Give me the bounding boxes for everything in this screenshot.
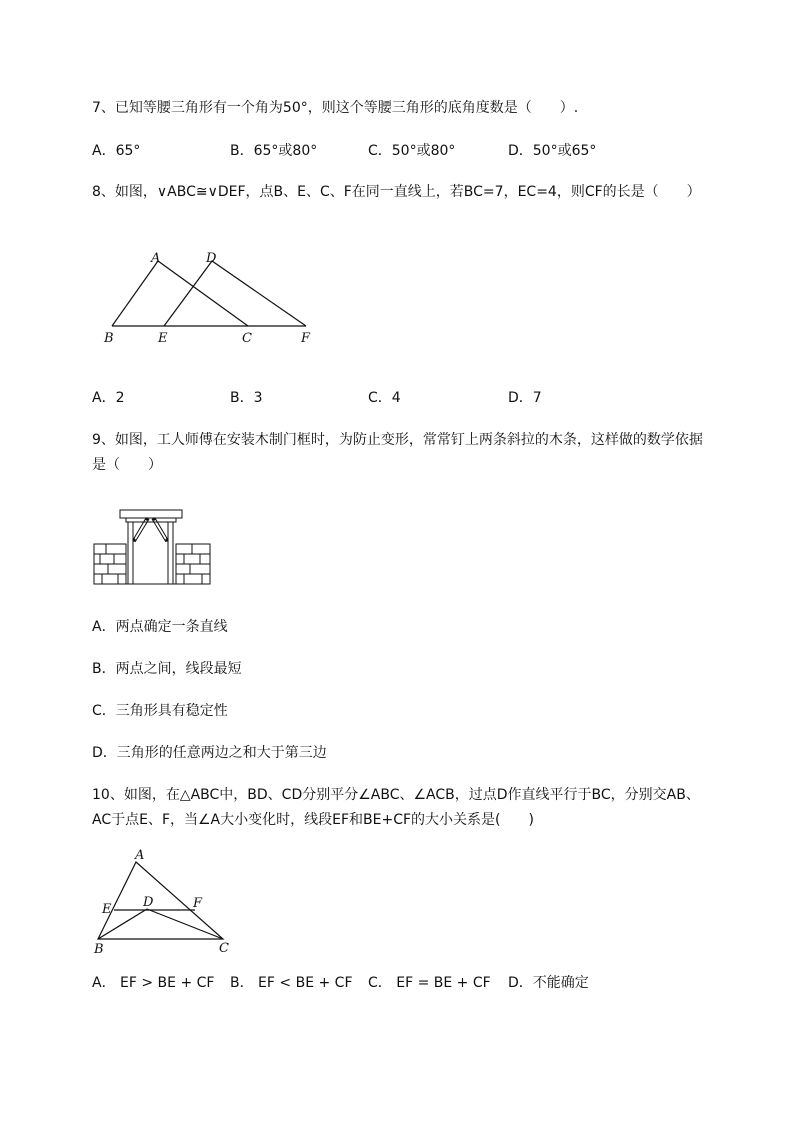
q9-option-a: A．两点确定一条直线 (92, 619, 228, 635)
q7-option-b: B．65°或80° (230, 143, 318, 159)
q10-stem-line2: AC于点E、F，当∠A大小变化时，线段EF和BE+CF的大小关系是( ) (92, 812, 534, 828)
q8-option-c: C．4 (368, 390, 401, 406)
q10-option-d: D．不能确定 (508, 975, 589, 991)
q7-option-a: A．65° (92, 143, 141, 159)
label-b: B (104, 331, 114, 346)
segment-cd (147, 909, 223, 939)
q8-option-d: D．7 (508, 390, 542, 406)
q8-stem: 8、如图，∨ABC≅∨DEF，点B、E、C、F在同一直线上，若BC=7，EC=4，则CF的长是（ ） (92, 184, 701, 200)
label-d: D (143, 895, 154, 910)
q10-option-c: C． EF = BE + CF (368, 975, 491, 991)
label-d: D (206, 251, 217, 266)
label-e: E (102, 902, 112, 917)
q9-option-b: B．两点之间，线段最短 (92, 661, 242, 677)
right-brick-wall (176, 544, 210, 584)
q10-stem-line1: 10、如图，在△ABC中，BD、CD分别平分∠ABC、∠ACB，过点D作直线平行于BC，分别交AB、 (92, 787, 700, 803)
q7-option-c: C．50°或80° (368, 143, 456, 159)
triangle-abc-sides (112, 261, 248, 326)
q9-stem-line1: 9、如图，工人师傅在安装木制门框时，为防止变形，常常钉上两条斜拉的木条，这样做的数学依据 (92, 432, 703, 448)
label-c: C (242, 331, 252, 346)
q8-option-b: B．3 (230, 390, 263, 406)
q10-option-b: B． EF < BE + CF (230, 975, 353, 991)
q9-door-frame-figure (92, 500, 214, 586)
q8-figure (100, 245, 320, 350)
label-a: A (151, 251, 161, 266)
door-lintel (120, 510, 182, 522)
label-e: E (158, 331, 168, 346)
q10-triangle-lines (98, 862, 223, 939)
label-a: A (135, 848, 145, 863)
q9-option-c: C．三角形具有稳定性 (92, 703, 228, 719)
label-f: F (301, 331, 311, 346)
label-f: F (193, 896, 203, 911)
q8-option-a: A．2 (92, 390, 125, 406)
q9-option-d: D．三角形的任意两边之和大于第三边 (92, 745, 327, 761)
q8-triangles (112, 261, 306, 326)
q7-option-d: D．50°或65° (508, 143, 597, 159)
q10-option-a: A． EF > BE + CF (92, 975, 215, 991)
door-posts (128, 522, 173, 584)
label-b: B (94, 942, 104, 957)
q9-stem-line2: 是（ ） (92, 457, 162, 473)
q10-figure (90, 845, 240, 960)
left-brick-wall (94, 544, 126, 584)
q7-stem: 7、已知等腰三角形有一个角为50°，则这个等腰三角形的底角度数是（ ）. (92, 100, 579, 116)
label-c: C (219, 941, 229, 956)
